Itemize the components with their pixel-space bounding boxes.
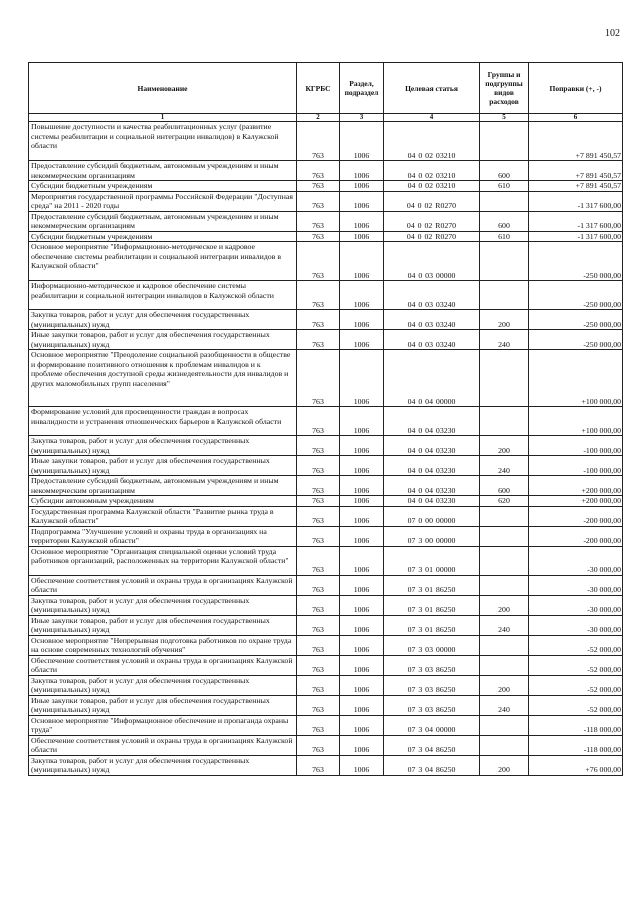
row-section: 1006 [340, 350, 384, 407]
row-group: 600 [480, 211, 529, 231]
table-row [29, 615, 623, 635]
table-row [29, 755, 623, 775]
row-amount: -100 000,00 [529, 456, 623, 476]
row-section: 1006 [340, 496, 384, 507]
table-row [29, 122, 623, 161]
row-target: 07 3 03 86250 [384, 655, 480, 675]
table-row [29, 211, 623, 231]
row-group [480, 407, 529, 436]
row-amount: +100 000,00 [529, 350, 623, 407]
table-row [29, 350, 623, 407]
table-row [29, 181, 623, 192]
row-section: 1006 [340, 310, 384, 330]
row-group: 240 [480, 615, 529, 635]
row-amount: -250 000,00 [529, 330, 623, 350]
row-name: Мероприятия государственной программы Российской Федерации "Доступная среда" на 2011 - 2020 годы [29, 191, 297, 211]
row-target: 04 0 02 03210 [384, 161, 480, 181]
row-amount: +200 000,00 [529, 476, 623, 496]
row-kgrbs: 763 [297, 350, 340, 407]
row-name: Подпрограмма "Улучшение условий и охраны труда в организациях на территории Калужской области" [29, 526, 297, 546]
table-row [29, 526, 623, 546]
row-amount: -52 000,00 [529, 635, 623, 655]
row-amount: -250 000,00 [529, 281, 623, 310]
table-row [29, 161, 623, 181]
row-section: 1006 [340, 407, 384, 436]
row-section: 1006 [340, 755, 384, 775]
row-section: 1006 [340, 615, 384, 635]
table-row [29, 310, 623, 330]
row-section: 1006 [340, 476, 384, 496]
row-name: Обеспечение соответствия условий и охраны труда в организациях Калужской области [29, 655, 297, 675]
row-group: 610 [480, 181, 529, 192]
row-group: 240 [480, 330, 529, 350]
row-section: 1006 [340, 211, 384, 231]
row-target: 07 0 00 00000 [384, 506, 480, 526]
row-name: Субсидии бюджетным учреждениям [29, 181, 297, 192]
row-amount: +7 891 450,57 [529, 181, 623, 192]
row-kgrbs: 763 [297, 456, 340, 476]
row-name: Предоставление субсидий бюджетным, автономным учреждениям и иным некоммерческим организациям [29, 476, 297, 496]
table-row [29, 575, 623, 595]
row-amount: -1 317 600,00 [529, 191, 623, 211]
row-group [480, 635, 529, 655]
row-kgrbs: 763 [297, 407, 340, 436]
row-amount: -30 000,00 [529, 546, 623, 575]
row-amount: +200 000,00 [529, 496, 623, 507]
row-amount: +7 891 450,57 [529, 161, 623, 181]
table-header-row [29, 63, 623, 114]
header-kgrbs: КГРБС [297, 63, 340, 114]
table-row [29, 635, 623, 655]
row-section: 1006 [340, 436, 384, 456]
row-group [480, 191, 529, 211]
row-target: 04 0 04 03230 [384, 456, 480, 476]
row-section: 1006 [340, 191, 384, 211]
row-section: 1006 [340, 575, 384, 595]
row-amount: -52 000,00 [529, 675, 623, 695]
row-section: 1006 [340, 161, 384, 181]
row-target: 04 0 03 03240 [384, 330, 480, 350]
row-group: 200 [480, 675, 529, 695]
row-section: 1006 [340, 675, 384, 695]
row-kgrbs: 763 [297, 526, 340, 546]
table-row [29, 675, 623, 695]
row-group: 600 [480, 476, 529, 496]
row-name: Закупка товаров, работ и услуг для обеспечения государственных (муниципальных) нужд [29, 595, 297, 615]
row-name: Основное мероприятие "Непрерывная подготовка работников по охране труда на основе современных технологий обучения" [29, 635, 297, 655]
column-number: 2 [297, 114, 340, 122]
row-kgrbs: 763 [297, 695, 340, 715]
table-row [29, 281, 623, 310]
row-kgrbs: 763 [297, 655, 340, 675]
row-kgrbs: 763 [297, 191, 340, 211]
header-amount: Поправки (+, -) [529, 63, 623, 114]
row-section: 1006 [340, 546, 384, 575]
row-kgrbs: 763 [297, 476, 340, 496]
row-name: Субсидии бюджетным учреждениям [29, 231, 297, 242]
row-target: 04 0 04 03230 [384, 476, 480, 496]
row-amount: -30 000,00 [529, 595, 623, 615]
table-row [29, 456, 623, 476]
row-name: Предоставление субсидий бюджетным, автономным учреждениям и иным некоммерческим организациям [29, 161, 297, 181]
row-section: 1006 [340, 242, 384, 281]
row-amount: -52 000,00 [529, 655, 623, 675]
row-name: Основное мероприятие "Организация специальной оценки условий труда работников организаций, расположенных на территории Калужской области" [29, 546, 297, 575]
row-target: 07 3 04 86250 [384, 735, 480, 755]
table-row [29, 330, 623, 350]
row-kgrbs: 763 [297, 242, 340, 281]
row-group: 200 [480, 436, 529, 456]
row-target: 07 3 03 86250 [384, 695, 480, 715]
row-group [480, 575, 529, 595]
row-name: Иные закупки товаров, работ и услуг для обеспечения государственных (муниципальных) нужд [29, 695, 297, 715]
row-kgrbs: 763 [297, 506, 340, 526]
row-target: 07 3 04 86250 [384, 755, 480, 775]
row-name: Закупка товаров, работ и услуг для обеспечения государственных (муниципальных) нужд [29, 310, 297, 330]
table-row [29, 436, 623, 456]
row-section: 1006 [340, 506, 384, 526]
row-name: Иные закупки товаров, работ и услуг для обеспечения государственных (муниципальных) нужд [29, 330, 297, 350]
row-name: Обеспечение соответствия условий и охраны труда в организациях Калужской области [29, 735, 297, 755]
column-number: 5 [480, 114, 529, 122]
row-group [480, 506, 529, 526]
row-target: 04 0 02 03210 [384, 181, 480, 192]
row-group: 200 [480, 755, 529, 775]
row-target: 07 3 03 00000 [384, 635, 480, 655]
row-target: 04 0 02 R0270 [384, 191, 480, 211]
row-amount: -1 317 600,00 [529, 231, 623, 242]
row-kgrbs: 763 [297, 715, 340, 735]
row-kgrbs: 763 [297, 675, 340, 695]
row-section: 1006 [340, 635, 384, 655]
row-group [480, 122, 529, 161]
table-row [29, 476, 623, 496]
table-row [29, 695, 623, 715]
row-amount: -118 000,00 [529, 735, 623, 755]
row-target: 04 0 03 03240 [384, 281, 480, 310]
row-amount: -30 000,00 [529, 575, 623, 595]
row-target: 04 0 02 03210 [384, 122, 480, 161]
row-kgrbs: 763 [297, 181, 340, 192]
row-target: 04 0 02 R0270 [384, 231, 480, 242]
row-name: Обеспечение соответствия условий и охраны труда в организациях Калужской области [29, 575, 297, 595]
row-section: 1006 [340, 715, 384, 735]
row-group [480, 526, 529, 546]
table-row [29, 595, 623, 615]
row-group: 200 [480, 595, 529, 615]
row-name: Закупка товаров, работ и услуг для обеспечения государственных (муниципальных) нужд [29, 755, 297, 775]
row-kgrbs: 763 [297, 281, 340, 310]
row-target: 07 3 03 86250 [384, 675, 480, 695]
row-target: 07 3 01 86250 [384, 595, 480, 615]
row-section: 1006 [340, 231, 384, 242]
row-group: 240 [480, 456, 529, 476]
row-section: 1006 [340, 181, 384, 192]
header-section: Раздел, подраздел [340, 63, 384, 114]
row-kgrbs: 763 [297, 546, 340, 575]
row-kgrbs: 763 [297, 635, 340, 655]
row-amount: -250 000,00 [529, 310, 623, 330]
row-group: 610 [480, 231, 529, 242]
row-group: 200 [480, 310, 529, 330]
row-kgrbs: 763 [297, 755, 340, 775]
row-section: 1006 [340, 456, 384, 476]
table-row [29, 231, 623, 242]
row-group [480, 546, 529, 575]
row-kgrbs: 763 [297, 231, 340, 242]
row-target: 04 0 04 03230 [384, 407, 480, 436]
row-group [480, 350, 529, 407]
row-name: Иные закупки товаров, работ и услуг для обеспечения государственных (муниципальных) нужд [29, 615, 297, 635]
row-target: 04 0 02 R0270 [384, 211, 480, 231]
row-section: 1006 [340, 122, 384, 161]
row-target: 04 0 04 03230 [384, 496, 480, 507]
row-target: 07 3 01 86250 [384, 575, 480, 595]
row-section: 1006 [340, 695, 384, 715]
column-number: 6 [529, 114, 623, 122]
table-row [29, 496, 623, 507]
row-group [480, 242, 529, 281]
header-group: Группы и подгруппы видов расходов [480, 63, 529, 114]
row-section: 1006 [340, 281, 384, 310]
row-section: 1006 [340, 526, 384, 546]
row-amount: +76 000,00 [529, 755, 623, 775]
row-amount: -1 317 600,00 [529, 211, 623, 231]
row-kgrbs: 763 [297, 211, 340, 231]
row-kgrbs: 763 [297, 595, 340, 615]
row-kgrbs: 763 [297, 436, 340, 456]
row-name: Информационно-методическое и кадровое обеспечение системы реабилитации и социальной интеграции инвалидов в Калужской области [29, 281, 297, 310]
row-section: 1006 [340, 655, 384, 675]
row-amount: -118 000,00 [529, 715, 623, 735]
budget-amendments-table [28, 62, 623, 776]
row-amount: +100 000,00 [529, 407, 623, 436]
table-body [29, 122, 623, 776]
row-amount: -200 000,00 [529, 526, 623, 546]
row-group [480, 655, 529, 675]
table-row [29, 735, 623, 755]
column-number-row [29, 114, 623, 122]
row-target: 07 3 01 00000 [384, 546, 480, 575]
page-number: 102 [605, 28, 620, 39]
row-group [480, 281, 529, 310]
header-name: Наименование [29, 63, 297, 114]
row-name: Иные закупки товаров, работ и услуг для обеспечения государственных (муниципальных) нужд [29, 456, 297, 476]
row-group: 620 [480, 496, 529, 507]
row-name: Закупка товаров, работ и услуг для обеспечения государственных (муниципальных) нужд [29, 436, 297, 456]
table-row [29, 407, 623, 436]
table-row [29, 242, 623, 281]
row-kgrbs: 763 [297, 496, 340, 507]
row-group: 240 [480, 695, 529, 715]
row-name: Повышение доступности и качества реабилитационных услуг (развитие системы реабилитации и социальной интеграции инвалидов) в Калужской области [29, 122, 297, 161]
row-target: 07 3 04 00000 [384, 715, 480, 735]
header-target: Целевая статья [384, 63, 480, 114]
row-target: 07 3 00 00000 [384, 526, 480, 546]
row-amount: -52 000,00 [529, 695, 623, 715]
column-number: 4 [384, 114, 480, 122]
row-name: Субсидии автономным учреждениям [29, 496, 297, 507]
row-group: 600 [480, 161, 529, 181]
column-number: 1 [29, 114, 297, 122]
table-row [29, 191, 623, 211]
row-amount: -30 000,00 [529, 615, 623, 635]
row-kgrbs: 763 [297, 615, 340, 635]
row-kgrbs: 763 [297, 575, 340, 595]
row-target: 04 0 03 00000 [384, 242, 480, 281]
row-target: 04 0 04 00000 [384, 350, 480, 407]
row-name: Формирование условий для просвещенности граждан в вопросах инвалидности и устранения отношенческих барьеров в Калужской области [29, 407, 297, 436]
table-row [29, 715, 623, 735]
row-target: 04 0 03 03240 [384, 310, 480, 330]
row-amount: -250 000,00 [529, 242, 623, 281]
row-target: 07 3 01 86250 [384, 615, 480, 635]
row-kgrbs: 763 [297, 330, 340, 350]
row-name: Предоставление субсидий бюджетным, автономным учреждениям и иным некоммерческим организациям [29, 211, 297, 231]
row-kgrbs: 763 [297, 122, 340, 161]
table-row [29, 655, 623, 675]
row-kgrbs: 763 [297, 735, 340, 755]
row-target: 04 0 04 03230 [384, 436, 480, 456]
row-name: Основное мероприятие "Информационно-методическое и кадровое обеспечение системы реабилитации и социальной интеграции инвалидов в Калужской области" [29, 242, 297, 281]
row-section: 1006 [340, 735, 384, 755]
table-row [29, 546, 623, 575]
row-group [480, 735, 529, 755]
row-name: Закупка товаров, работ и услуг для обеспечения государственных (муниципальных) нужд [29, 675, 297, 695]
row-kgrbs: 763 [297, 310, 340, 330]
row-amount: -100 000,00 [529, 436, 623, 456]
row-name: Основное мероприятие "Преодоление социальной разобщенности в обществе и формирование позитивного отношения к проблемам инвалидов и к проблеме обеспечения доступной среды жизнедеятельности для инвалидов и других маломобильных групп населения" [29, 350, 297, 407]
row-amount: -200 000,00 [529, 506, 623, 526]
row-section: 1006 [340, 595, 384, 615]
table-row [29, 506, 623, 526]
column-number: 3 [340, 114, 384, 122]
row-group [480, 715, 529, 735]
row-section: 1006 [340, 330, 384, 350]
row-name: Основное мероприятие "Информационное обеспечение и пропаганда охраны труда" [29, 715, 297, 735]
row-name: Государственная программа Калужской области "Развитие рынка труда в Калужской области" [29, 506, 297, 526]
row-kgrbs: 763 [297, 161, 340, 181]
row-amount: +7 891 450,57 [529, 122, 623, 161]
